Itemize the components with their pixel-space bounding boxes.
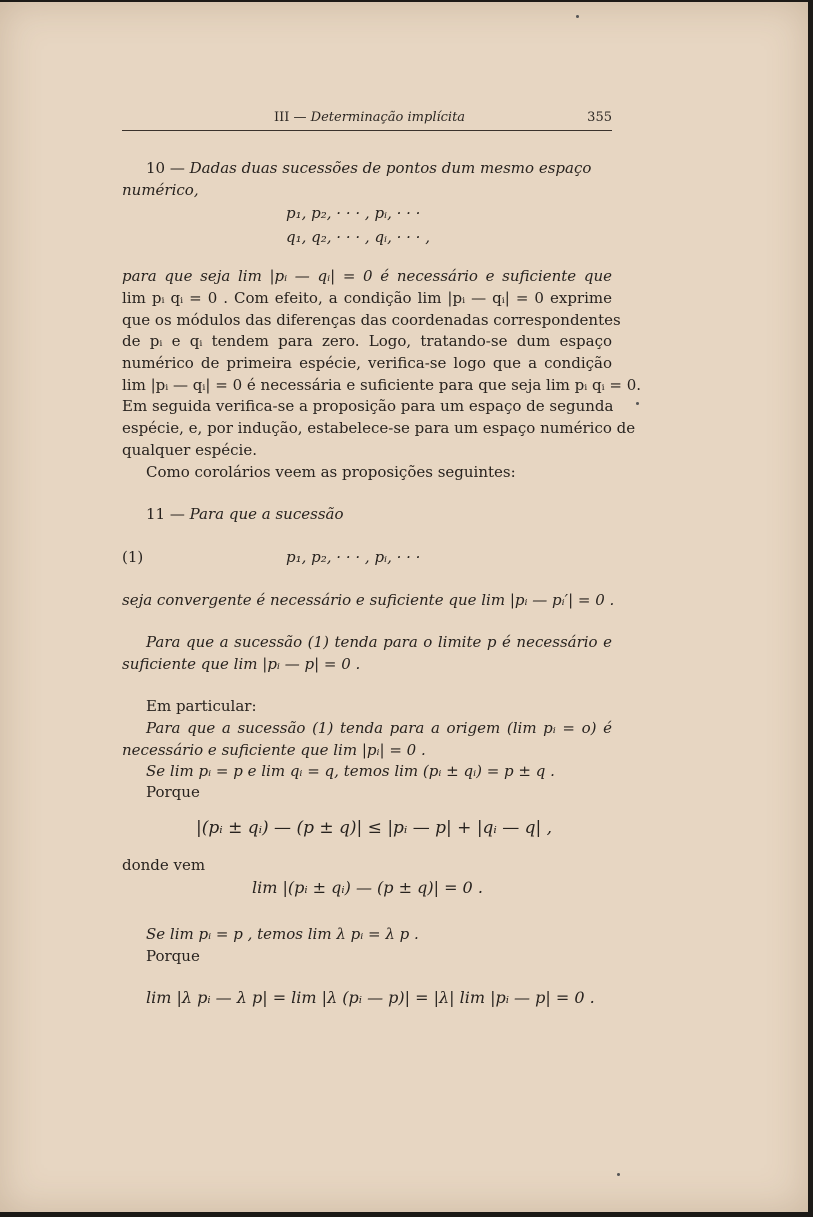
porque-label: Porque <box>146 783 200 801</box>
section-11-statement: 11 — Para que a sucessão <box>146 505 344 523</box>
origin-statement: Para que a sucessão (1) tenda para a origem (lim pᵢ = o) é <box>146 719 612 737</box>
origin-statement-cont: necessário e suficiente que lim |pᵢ| = 0 . <box>122 741 426 759</box>
paragraph-line: de pᵢ e qᵢ tendem para zero. Logo, tratando-se dum espaço <box>122 332 612 350</box>
corollaries-line: Como corolários veem as proposições seguintes: <box>146 463 516 481</box>
equation-label: (1) <box>122 548 144 566</box>
paragraph-line: espécie, e, por indução, estabelece-se para um espaço numérico de <box>122 419 636 437</box>
limit-statement-cont: suficiente que lim |pᵢ — p| = 0 . <box>122 655 361 673</box>
section-10-statement-cont: numérico, <box>122 181 199 199</box>
donde-label: donde vem <box>122 856 206 874</box>
sequence-q: q₁, q₂, · · · , qᵢ, · · · , <box>286 228 430 246</box>
porque-label: Porque <box>146 947 200 965</box>
section-10-statement: 10 — Dadas duas sucessões de pontos dum mesmo espaço <box>146 159 592 177</box>
paragraph-line: Em seguida verifica-se a proposição para um espaço de segunda <box>122 397 614 415</box>
book-page <box>0 2 808 1212</box>
lambda-equation: lim |λ pᵢ — λ p| = lim |λ (pᵢ — p)| = |λ| lim |pᵢ — p| = 0 . <box>146 988 595 1007</box>
paper-speck <box>617 1173 620 1176</box>
inequality-equation: |(pᵢ ± qᵢ) — (p ± q)| ≤ |pᵢ — p| + |qᵢ — q| , <box>196 818 553 838</box>
running-header <box>122 108 612 131</box>
sum-statement: Se lim pᵢ = p e lim qᵢ = q, temos lim (pᵢ ± qᵢ) = p ± q . <box>146 762 555 780</box>
particular-heading: Em particular: <box>146 697 257 715</box>
paragraph-line: numérico de primeira espécie, verifica-se logo que a condição <box>122 354 612 372</box>
limit-equation: lim |(pᵢ ± qᵢ) — (p ± q)| = 0 . <box>252 878 483 897</box>
chapter-heading: III — Determinação implícita <box>274 110 466 125</box>
lambda-statement: Se lim pᵢ = p , temos lim λ pᵢ = λ p . <box>146 925 419 943</box>
limit-statement: Para que a sucessão (1) tenda para o limite p é necessário e <box>146 633 612 651</box>
paragraph-line: para que seja lim |pᵢ — qᵢ| = 0 é necessário e suficiente que <box>122 267 612 285</box>
sequence-p: p₁, p₂, · · · , pᵢ, · · · <box>286 204 421 222</box>
equation-1: p₁, p₂, · · · , pᵢ, · · · <box>286 548 421 566</box>
paper-speck <box>576 15 579 18</box>
page-number: 355 <box>587 110 612 125</box>
paragraph-line: qualquer espécie. <box>122 441 257 459</box>
paragraph-line: lim pᵢ qᵢ = 0 . Com efeito, a condição lim |pᵢ — qᵢ| = 0 exprime <box>122 289 612 307</box>
paragraph-line: lim |pᵢ — qᵢ| = 0 é necessária e suficiente para que seja lim pᵢ qᵢ = 0. <box>122 376 642 394</box>
paper-speck <box>636 402 639 405</box>
convergence-statement: seja convergente é necessário e suficiente que lim |pᵢ — pᵢ′| = 0 . <box>122 591 615 609</box>
paragraph-line: que os módulos das diferenças das coordenadas correspondentes <box>122 311 621 329</box>
